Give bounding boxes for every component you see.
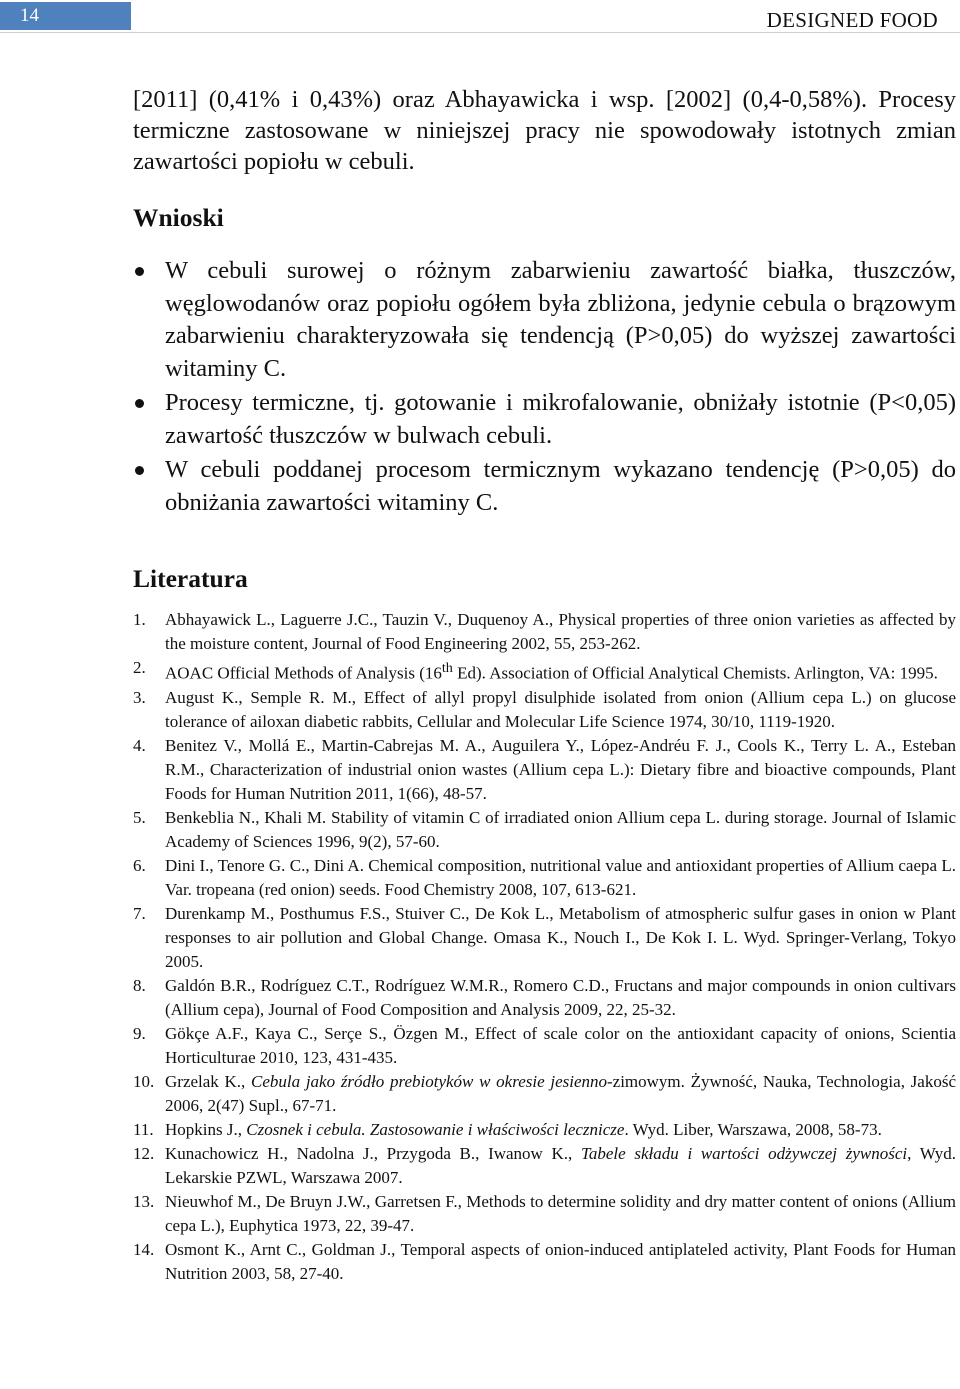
reference-italic-title: Czosnek i cebula. Zastosowanie i właściwości lecznicze [246, 1119, 625, 1139]
references-heading: Literatura [133, 564, 248, 593]
reference-text: Osmont K., Arnt C., Goldman J., Temporal aspects of onion-induced antiplateled activity, Plant Foods for Human Nutrition 2003, 58, 27-40. [165, 1239, 956, 1283]
reference-text: Gökçe A.F., Kaya C., Serçe S., Özgen M., Effect of scale color on the antioxidant capacity of onions, Scientia Horticulturae 2010, 123, 431-435. [165, 1023, 956, 1067]
reference-number: 5. [133, 807, 146, 827]
reference-text: Hopkins J., [165, 1119, 247, 1139]
reference-italic-title: Cebula jako źródło prebiotyków w okresie jesienno- [251, 1071, 613, 1091]
conclusions-heading: Wnioski [133, 203, 224, 232]
reference-text: Grzelak K., [165, 1071, 252, 1091]
reference-item [133, 656, 956, 686]
reference-item [133, 608, 956, 656]
reference-number: 12. [133, 1143, 155, 1163]
reference-item [133, 1190, 956, 1238]
reference-text: Kunachowicz H., Nadolna J., Przygoda B., Iwanow K., [165, 1143, 581, 1163]
reference-item [133, 1238, 956, 1286]
reference-number: 2. [133, 658, 146, 677]
conclusion-text: W cebuli surowej o różnym zabarwieniu zawartość białka, tłuszczów, węglowodanów oraz popiołu ogółem była zbliżona, jedynie cebula o brązowym zabarwieniu charakteryzowała się tendencją (P>0,05) do wyższej zawartości witaminy C. [165, 257, 956, 382]
reference-item [133, 854, 956, 902]
reference-text-cont: zimowym. Żywność, Nauka, Technologia, Jakość 2006, 2(47) Supl., 67-71. [165, 1071, 956, 1115]
reference-text-cont: Ed). Association of Official Analytical Chemists. Arlington, VA: 1995. [452, 663, 938, 683]
reference-item [133, 1118, 956, 1142]
bullet-icon [135, 267, 144, 276]
reference-number: 9. [133, 1023, 146, 1043]
bullet-icon [135, 466, 144, 475]
reference-item [133, 902, 956, 974]
reference-item [133, 686, 956, 734]
conclusions-list [133, 255, 956, 519]
conclusion-text: Procesy termiczne, tj. gotowanie i mikrofalowanie, obniżały istotnie (P<0,05) zawartość tłuszczów w bulwach cebuli. [165, 389, 956, 449]
page-number-badge: 14 [0, 2, 131, 30]
conclusion-text: W cebuli poddanej procesom termicznym wykazano tendencję (P>0,05) do obniżania zawartości witaminy C. [165, 456, 956, 516]
running-title: DESIGNED FOOD [766, 8, 938, 32]
reference-item [133, 734, 956, 806]
intro-paragraph: [2011] (0,41% i 0,43%) oraz Abhayawicka i wsp. [2002] (0,4-0,58%). Procesy termiczne zastosowane w niniejszej pracy nie spowodowały istotnych zmian zawartości popiołu w cebuli. [133, 86, 956, 175]
reference-number: 8. [133, 975, 146, 995]
reference-item [133, 1142, 956, 1190]
conclusion-item [133, 387, 956, 452]
reference-number: 10. [133, 1071, 155, 1091]
reference-text: Abhayawick L., Laguerre J.C., Tauzin V., Duquenoy A., Physical properties of three onion varieties as affected by the moisture content, Journal of Food Engineering 2002, 55, 253-262. [165, 610, 956, 653]
reference-item [133, 1022, 956, 1070]
header-rule [0, 32, 960, 33]
reference-text: Benitez V., Mollá E., Martin-Cabrejas M. A., Auguilera Y., López-Andréu F. J., Cools K., Terry L. A., Esteban R.M., Characterization of industrial onion wastes (Allium cepa L.): Dietary fibre and bioactive compounds, Plant Foods for Human Nutrition 2011, 1(66), 48-57. [165, 735, 956, 803]
reference-number: 13. [133, 1191, 155, 1211]
reference-number: 1. [133, 610, 146, 629]
reference-text-cont: . Wyd. Liber, Warszawa, 2008, 58-73. [624, 1119, 882, 1139]
reference-number: 4. [133, 735, 146, 755]
reference-number: 3. [133, 687, 146, 707]
reference-number: 14. [133, 1239, 155, 1259]
reference-text: Galdón B.R., Rodríguez C.T., Rodríguez W.M.R., Romero C.D., Fructans and major compounds in onion cultivars (Allium cepa), Journal of Food Composition and Analysis 2009, 22, 25-32. [165, 975, 956, 1019]
conclusion-item [133, 454, 956, 519]
reference-superscript: th [441, 660, 453, 676]
main-content [133, 84, 956, 1286]
reference-text: Dini I., Tenore G. C., Dini A. Chemical composition, nutritional value and antioxidant properties of Allium caepa L. Var. tropeana (red onion) seeds. Food Chemistry 2008, 107, 613-621. [165, 855, 956, 899]
reference-number: 6. [133, 855, 146, 875]
reference-text: Durenkamp M., Posthumus F.S., Stuiver C., De Kok L., Metabolism of atmospheric sulfur gases in onion w Plant responses to air pollution and Global Change. Omasa K., Nouch I., De Kok I. L. Wyd. Springer-Verlang, Tokyo 2005. [165, 903, 956, 971]
reference-text: Benkeblia N., Khali M. Stability of vitamin C of irradiated onion Allium cepa L. during storage. Journal of Islamic Academy of Sciences 1996, 9(2), 57-60. [165, 807, 956, 851]
conclusion-item [133, 255, 956, 385]
reference-item [133, 1070, 956, 1118]
reference-text: August K., Semple R. M., Effect of allyl propyl disulphide isolated from onion (Allium cepa L.) on glucose tolerance of ailoxan diabetic rabbits, Cellular and Molecular Life Science 1974, 30/10, 1119-1920. [165, 687, 956, 731]
reference-text-cont: , Wyd. Lekarskie PZWL, Warszawa 2007. [165, 1143, 956, 1187]
reference-item [133, 806, 956, 854]
reference-italic-title: Tabele składu i wartości odżywczej żywności [580, 1143, 908, 1163]
reference-text: Nieuwhof M., De Bruyn J.W., Garretsen F., Methods to determine solidity and dry matter content of onions (Allium cepa L.), Euphytica 1973, 22, 39-47. [165, 1191, 956, 1235]
references-list [133, 608, 956, 1286]
reference-text: AOAC Official Methods of Analysis (16 [165, 663, 442, 683]
reference-number: 11. [133, 1119, 154, 1139]
bullet-icon [135, 399, 144, 408]
reference-number: 7. [133, 903, 146, 923]
reference-item [133, 974, 956, 1022]
